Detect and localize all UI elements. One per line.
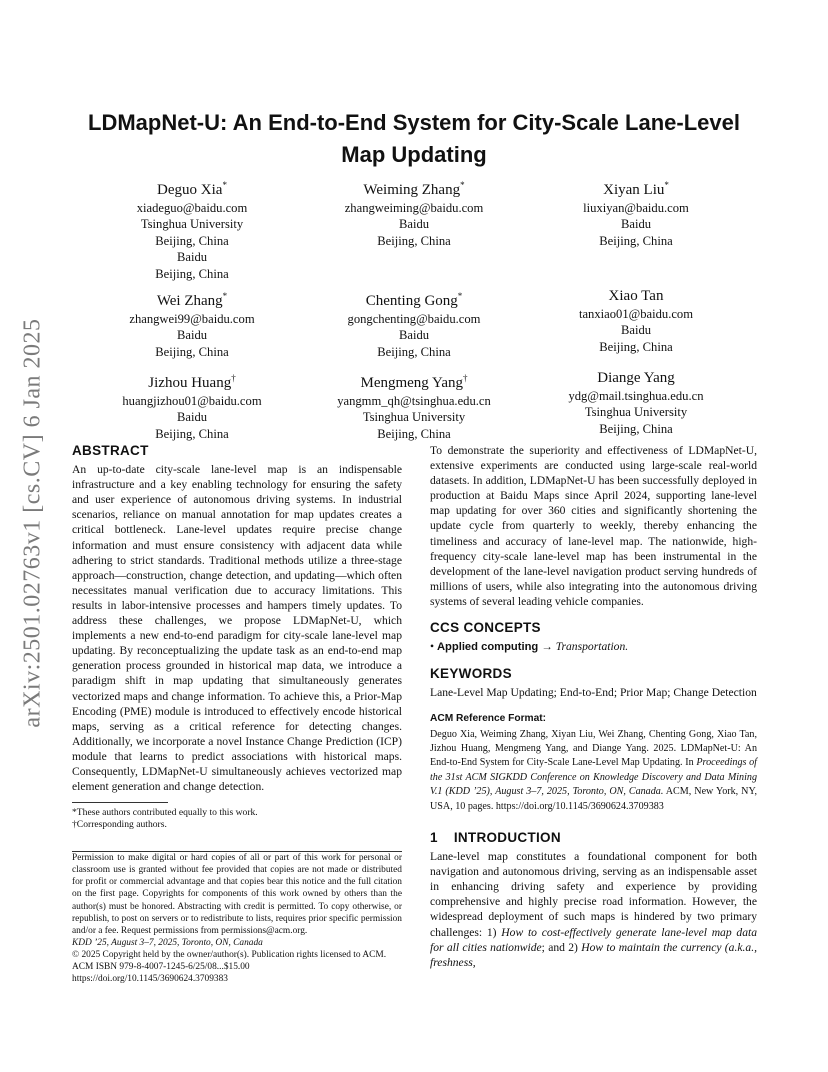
reference-body: Deguo Xia, Weiming Zhang, Xiyan Liu, Wei Zhang, Chenting Gong, Xiao Tan, Jizhou Huang, Mengmeng Yang, and Diange Yang. 2025. LDMapNet-U: An End-to-End System for City-Scale Lane-Level Map Updating. In Proceedings of the 31st ACM SIGKDD Conference on Knowledge Discovery and Data Mining V.1 (KDD ’25), August 3–7, 2025, Toronto, ON, Canada. ACM, New York, NY, USA, 10 pages. https://doi.org/10.1145/3690624.3709383 [430, 728, 757, 812]
author-affiliation: Beijing, China [377, 426, 451, 441]
author-email[interactable]: xiadeguo@baidu.com [136, 201, 248, 215]
author-name: Xiao Tan [608, 288, 664, 304]
author-email[interactable]: zhangwei99@baidu.com [129, 312, 255, 326]
abstract-heading: ABSTRACT [72, 443, 149, 458]
author-email[interactable]: huangjizhou01@baidu.com [122, 394, 262, 408]
author-card [77, 176, 307, 282]
author-card [299, 176, 529, 249]
author-affiliation: Beijing, China [599, 339, 673, 354]
ccs-italic: Transportation. [555, 640, 629, 654]
keywords-heading: KEYWORDS [430, 666, 512, 682]
author-email[interactable]: yangmm_qh@tsinghua.edu.cn [337, 394, 491, 408]
author-email[interactable]: gongchenting@baidu.com [347, 312, 481, 326]
author-affiliation: Baidu [176, 410, 208, 425]
author-card [521, 287, 751, 355]
author-affiliation: Beijing, China [155, 233, 229, 248]
left-column [72, 443, 402, 985]
author-affiliation: Baidu [176, 328, 208, 343]
author-affiliation: Baidu [620, 217, 652, 232]
author-affiliation: Baidu [398, 328, 430, 343]
author-affiliation: Beijing, China [155, 344, 229, 359]
author-card [521, 369, 751, 437]
author-card [521, 176, 751, 249]
author-card [77, 287, 307, 360]
author-affiliation: Baidu [620, 323, 652, 338]
author-affiliation: Tsinghua University [584, 405, 688, 420]
abstract-continued: To demonstrate the superiority and effectiveness of LDMapNet-U, extensive experiments are conducted using large-scale real-world datasets. In addition, LDMapNet-U has been successfully deployed in production at Baidu Maps since April 2024, supporting lane-level map updating for over 360 cities and significantly shortening the update cycle from quarterly to weekly, thereby enhancing the timeliness and accuracy of lane-level map. The nationwide, high-frequency city-scale lane-level map has been instrumental in the development of the lane-level navigation product serving hundreds of millions of users, while also integrating into the autonomous driving systems of several leading vehicle companies. [430, 444, 757, 608]
arxiv-stamp [14, 293, 52, 753]
author-name: Xiyan Liu* [603, 180, 669, 198]
author-affiliation: Tsinghua University [362, 410, 466, 425]
keywords-text: Lane-Level Map Updating; End-to-End; Prior Map; Change Detection [430, 686, 757, 700]
author-affiliation: Beijing, China [599, 421, 673, 436]
author-name: Mengmeng Yang† [360, 373, 468, 391]
introduction-heading: 1 INTRODUCTION [430, 829, 561, 845]
doi-link[interactable]: https://doi.org/10.1145/3690624.3709383 [72, 974, 228, 985]
ccs-item: • Applied computing → Transportation. [430, 640, 629, 654]
author-name: Weiming Zhang* [363, 180, 465, 198]
keywords-section [430, 666, 757, 700]
ccs-heading: CCS CONCEPTS [430, 620, 541, 636]
ccs-section [430, 620, 757, 655]
paper-title: LDMapNet-U: An End-to-End System for City-Scale Lane-Level Map Updating [88, 110, 740, 167]
author-email[interactable]: ydg@mail.tsinghua.edu.cn [568, 389, 704, 403]
author-affiliation: Baidu [176, 250, 208, 265]
author-name: Jizhou Huang† [148, 373, 236, 391]
introduction-section [430, 830, 757, 970]
author-affiliation: Beijing, China [377, 233, 451, 248]
right-column [430, 443, 757, 970]
author-affiliation: Beijing, China [155, 426, 229, 441]
footnote-equal: *These authors contributed equally to this work. [72, 807, 258, 819]
author-card [77, 369, 307, 442]
permission-block [72, 851, 402, 985]
reference-heading: ACM Reference Format: [430, 713, 547, 725]
author-card [299, 287, 529, 360]
ccs-bold: Applied computing [436, 641, 539, 654]
author-name: Chenting Gong* [365, 291, 463, 309]
author-affiliation: Beijing, China [155, 266, 229, 281]
author-name: Diange Yang [597, 370, 675, 386]
author-affiliation: Tsinghua University [140, 217, 244, 232]
author-affiliation: Baidu [398, 217, 430, 232]
introduction-text: Lane-level map constitutes a foundational component for both navigation and autonomous driving, serving as an indispensable asset in enhancing driving safety and experience by providing comprehensive and highly precise road information. However, the widespread deployment of such maps is hindered by two primary challenges: 1) How to cost-effectively generate lane-level map data for all cities nationwide; and 2) How to maintain the currency (a.k.a., freshness, [430, 850, 758, 969]
abstract-text: An up-to-date city-scale lane-level map is an indispensable infrastructure and a key enabling technology for ensuring the safety and user experience of autonomous driving systems. In industrial scenarios, reliance on manual annotation for map updates creates a critical bottleneck. Lane-level updates require precise change information and must ensure consistency with adjacent data while adhering to strict standards. Traditional methods utilize a three-stage approach—construction, change detection, and updating—which often necessitates manual verification due to accuracy limitations. This results in labor-intensive processes and hampers timely updates. To address these challenges, we propose LDMapNet-U, which implements a new end-to-end paradigm for city-scale lane-level map updating. By reconceptualizing the update task as an end-to-end map generation process grounded in historical map data, we introduce a paradigm shift in map updating that simultaneously generates vectorized maps and change information. To achieve this, a Prior-Map Encoding (PME) module is introduced to effectively encode historical maps, serving as a critical reference for detecting changes. Additionally, we incorporate a novel Instance Change Prediction (ICP) module that learns to predict associations with historical maps. Consequently, LDMapNet-U simultaneously achieves vectorized map element generation and change detection. [72, 463, 402, 794]
author-affiliation: Beijing, China [599, 233, 673, 248]
arrow-icon: → [541, 640, 553, 654]
author-email[interactable]: zhangweiming@baidu.com [344, 201, 484, 215]
author-name: Deguo Xia* [157, 180, 227, 198]
isbn-line: ACM ISBN 979-8-4007-1245-6/25/08...$15.00 [72, 962, 250, 972]
author-name: Wei Zhang* [156, 291, 228, 309]
permission-text: Permission to make digital or hard copies of all or part of this work for personal or classroom use is granted without fee provided that copies are not made or distributed for profit or commercial advantage and that copies bear this notice and the full citation on the first page. Copyrights for components of this work owned by others than the author(s) must be honored. Abstracting with credit is permitted. To copy otherwise, or republish, to post on servers or to redistribute to lists, requires prior specific permission and/or a fee. Request permissions from permissions@acm.org. [72, 853, 402, 936]
author-email[interactable]: liuxiyan@baidu.com [583, 201, 689, 215]
author-card [299, 369, 529, 442]
venue-line: KDD ’25, August 3–7, 2025, Toronto, ON, Canada [72, 937, 263, 948]
copyright-line: © 2025 Copyright held by the owner/author(s). Publication rights licensed to ACM. [72, 949, 387, 960]
footnote-rule [72, 802, 168, 803]
arxiv-stamp-text: arXiv:2501.02763v1 [cs.CV] 6 Jan 2025 [19, 318, 46, 728]
footnote-corresponding: †Corresponding authors. [72, 819, 167, 831]
author-affiliation: Beijing, China [377, 344, 451, 359]
author-email[interactable]: tanxiao01@baidu.com [578, 307, 694, 321]
